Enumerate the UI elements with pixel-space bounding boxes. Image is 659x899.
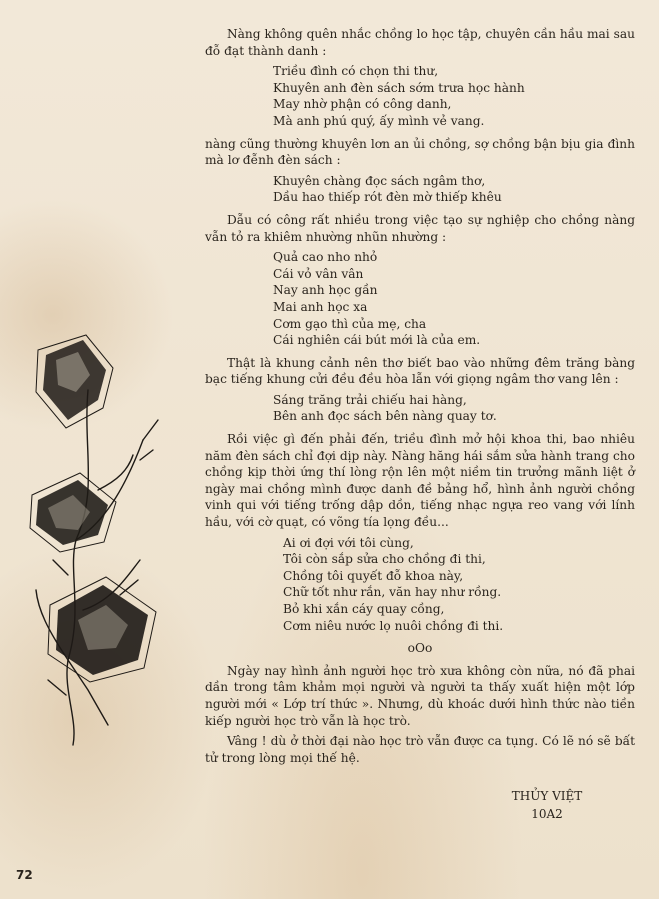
section-separator: oOo	[407, 641, 433, 656]
verse-line: Cái vỏ vân vân	[273, 266, 364, 281]
paragraph: Thật là khung cảnh nên thơ biết bao vào những đêm trăng bàng bạc tiếng khung cửi đều đều hòa lẫn với giọng ngâm thơ vang lên :	[205, 355, 635, 387]
verse-line: Chữ tốt như rắn, văn hay như rồng.	[283, 585, 502, 600]
verse-block	[273, 249, 635, 349]
signature-block	[497, 787, 597, 823]
verse-line: May nhờ phận có công danh,	[273, 97, 452, 112]
verse-line: Bên anh đọc sách bên nàng quay tơ.	[273, 409, 497, 424]
verse-line: Quả cao nho nhỏ	[273, 250, 378, 265]
author-class: 10A2	[531, 807, 563, 821]
verse-line: Khuyên anh đèn sách sớm trưa học hành	[273, 80, 525, 95]
verse-line: Chồng tôi quyết đỗ khoa này,	[283, 568, 464, 583]
paragraph: nàng cũng thường khuyên lơn an ủi chồng, sợ chồng bận bịu gia đình mà lơ đễnh đèn sách :	[205, 136, 635, 168]
paragraph: Rồi việc gì đến phải đến, triều đình mở hội khoa thi, bao nhiêu năm đèn sách chỉ đợi dịp này. Nàng hăng hái sắm sửa hành trang cho chồng kịp thời ứng thí lòng rộn lên một niềm tin trưởng mãnh liệt ở ngày mai chồng mình được danh đề bảng hổ, hình ảnh người chồng vinh qui với tiếng trống dập dồn, tiếng nhạc ngựa reo vang với lính hầu, với cờ quạt, có võng tía lọng đều...	[205, 432, 635, 530]
verse-line: Nay anh học gần	[273, 283, 378, 298]
verse-line: Dầu hao thiếp rót đèn mờ thiếp khêu	[273, 190, 502, 205]
verse-line: Sáng trăng trải chiếu hai hàng,	[273, 392, 467, 407]
verse-block	[273, 63, 635, 129]
verse-line: Cơm niêu nước lọ nuôi chồng đi thi.	[283, 618, 504, 633]
paragraph: Dẫu có công rất nhiều trong việc tạo sự nghiệp cho chồng nàng vẫn tỏ ra khiêm nhường nhũn nhường :	[205, 212, 635, 244]
page-number: 72	[16, 868, 33, 882]
verse-line: Cơm gạo thì của mẹ, cha	[273, 316, 427, 331]
verse-line: Cái nghiên cái bút mới là của em.	[273, 333, 481, 348]
paragraph: Ngày nay hình ảnh người học trò xưa không còn nữa, nó đã phai dần trong tâm khảm mọi người và người ta thấy xuất hiện một lớp người mới « Lớp trí thức ». Nhưng, dù khoác dưới hình thức nào tiền kiếp người học trò vẫn là học trò.	[205, 663, 635, 728]
paragraph: Vâng ! dù ở thời đại nào học trò vẫn được ca tụng. Có lẽ nó sẽ bất tử trong lòng mọi thế hệ.	[205, 734, 635, 765]
verse-line: Tôi còn sắp sửa cho chồng đi thi,	[283, 552, 486, 567]
floral-illustration	[28, 330, 178, 750]
paragraph: Nàng không quên nhắc chồng lo học tập, chuyên cần hầu mai sau đỗ đạt thành danh :	[205, 27, 635, 58]
verse-line: Mà anh phú quý, ấy mình vẻ vang.	[273, 113, 485, 128]
ink-drawing	[28, 330, 178, 750]
verse-block	[273, 392, 635, 425]
verse-line: Khuyên chàng đọc sách ngâm thơ,	[273, 173, 486, 188]
verse-line: Triều đình có chọn thi thư,	[273, 64, 439, 79]
article-body	[205, 26, 635, 770]
author-name: THỦY VIỆT	[511, 789, 583, 803]
verse-line: Mai anh học xa	[273, 299, 368, 314]
verse-line: Ai ơi đợi với tôi cùng,	[283, 535, 414, 550]
verse-line: Bỏ khi xắn cáy quay cồng,	[283, 602, 445, 616]
verse-block	[273, 173, 635, 206]
verse-block	[283, 535, 635, 635]
